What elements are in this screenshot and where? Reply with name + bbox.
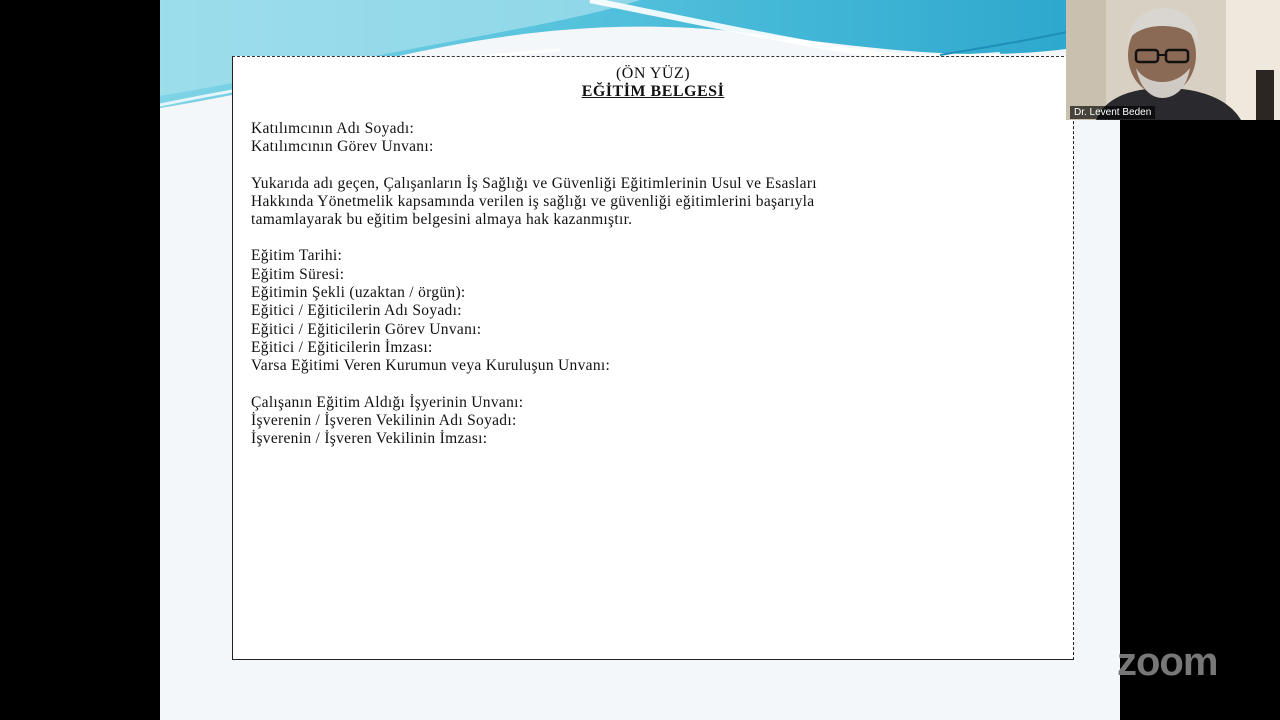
certificate-paragraph-line: Yukarıda adı geçen, Çalışanların İş Sağlığı ve Güvenliği Eğitimlerinin Usul ve Esasları xyxy=(251,174,817,192)
employer-name-field: İşverenin / İşveren Vekilinin Adı Soyadı: xyxy=(251,411,517,429)
workplace-title-field: Çalışanın Eğitim Aldığı İşyerinin Unvanı: xyxy=(251,393,524,411)
trainer-name-field: Eğitici / Eğiticilerin Adı Soyadı: xyxy=(251,302,462,320)
trainer-signature-field: Eğitici / Eğiticilerin İmzası: xyxy=(251,338,433,356)
participant-name-field: Katılımcının Adı Soyadı: xyxy=(251,120,415,137)
certificate-paragraph-line: tamamlayarak bu eğitim belgesini almaya hak kazanmıştır. xyxy=(251,211,633,229)
participant-name-label: Dr. Levent Beden xyxy=(1070,106,1155,119)
training-certificate-document xyxy=(232,56,1074,660)
zoom-watermark-logo: zoom xyxy=(1117,640,1218,684)
document-title: EĞİTİM BELGESİ xyxy=(581,83,725,100)
certificate-paragraph-line: Hakkında Yönetmelik kapsamında verilen iş sağlığı ve güvenliği eğitimlerini başarıyla xyxy=(251,192,815,210)
training-institution-field: Varsa Eğitimi Veren Kurumun veya Kuruluşun Unvanı: xyxy=(251,357,611,375)
training-duration-field: Eğitim Süresi: xyxy=(251,265,345,283)
employer-signature-field: İşverenin / İşveren Vekilinin İmzası: xyxy=(251,430,488,448)
participant-title-field: Katılımcının Görev Unvanı: xyxy=(251,138,434,156)
document-body xyxy=(251,120,1063,448)
document-subtitle: (ÖN YÜZ) xyxy=(615,65,691,82)
training-mode-field: Eğitimin Şekli (uzaktan / örgün): xyxy=(251,284,466,302)
participant-video-tile[interactable] xyxy=(1066,0,1280,120)
participant-video-feed xyxy=(1066,0,1280,120)
trainer-title-field: Eğitici / Eğiticilerin Görev Unvanı: xyxy=(251,320,482,338)
shared-slide xyxy=(160,0,1120,720)
training-date-field: Eğitim Tarihi: xyxy=(251,247,343,265)
